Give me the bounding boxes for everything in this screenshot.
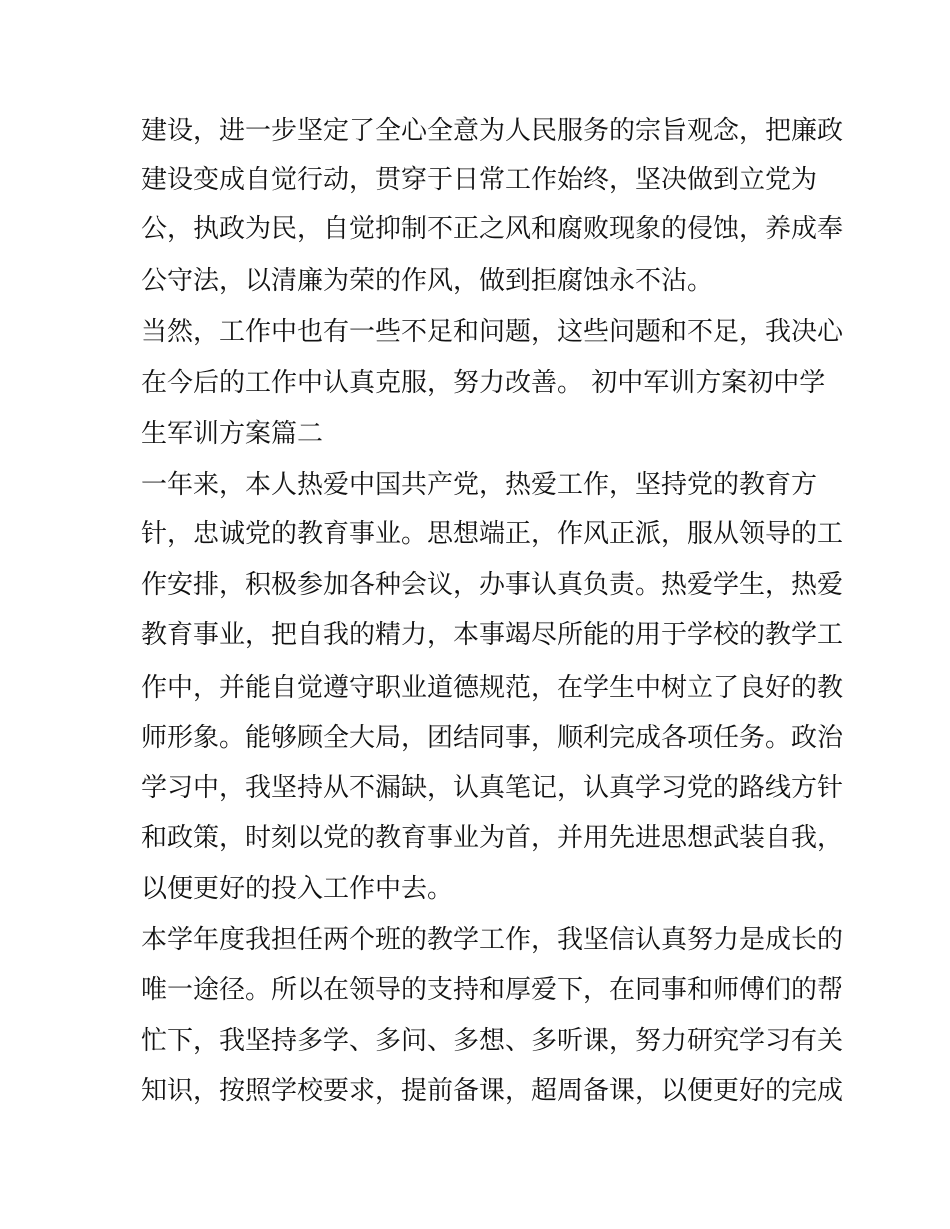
text-line: 唯一途径。所以在领导的支持和厚爱下，在同事和师傅们的帮	[141, 975, 844, 1005]
text-line: 和政策，时刻以党的教育事业为首，并用先进思想武装自我，	[141, 823, 844, 853]
text-line: 忙下，我坚持多学、多问、多想、多听课，努力研究学习有关	[141, 1026, 844, 1056]
text-line: 本学年度我担任两个班的教学工作，我坚信认真努力是成长的	[141, 925, 844, 955]
text-line: 作安排，积极参加各种会议，办事认真负责。热爱学生，热爱	[141, 570, 844, 600]
text-line: 建设，进一步坚定了全心全意为人民服务的宗旨观念，把廉政	[141, 116, 844, 146]
text-line: 建设变成自觉行动，贯穿于日常工作始终，坚决做到立党为	[141, 165, 818, 195]
text-line: 公，执政为民，自觉抑制不正之风和腐败现象的侵蚀，养成奉	[141, 214, 844, 244]
text-line: 以便更好的投入工作中去。	[141, 874, 454, 904]
text-line: 公守法，以清廉为荣的作风，做到拒腐蚀永不沾。	[141, 266, 714, 296]
text-line: 生军训方案篇二	[141, 419, 324, 449]
text-line: 师形象。能够顾全大局，团结同事，顺利完成各项任务。政治	[141, 723, 844, 753]
text-line: 在今后的工作中认真克服，努力改善。 初中军训方案初中学	[141, 368, 826, 398]
text-line: 知识，按照学校要求，提前备课，超周备课，以便更好的完成	[141, 1076, 844, 1106]
text-line: 学习中，我坚持从不漏缺，认真笔记，认真学习党的路线方针	[141, 773, 844, 803]
text-line: 一年来，本人热爱中国共产党，热爱工作，坚持党的教育方	[141, 470, 818, 500]
text-line: 作中，并能自觉遵守职业道德规范，在学生中树立了良好的教	[141, 673, 844, 703]
text-line: 针，忠诚党的教育事业。思想端正，作风正派，服从领导的工	[141, 519, 844, 549]
text-line: 当然，工作中也有一些不足和问题，这些问题和不足，我决心	[141, 317, 844, 347]
text-line: 教育事业，把自我的精力，本事竭尽所能的用于学校的教学工	[141, 620, 844, 650]
